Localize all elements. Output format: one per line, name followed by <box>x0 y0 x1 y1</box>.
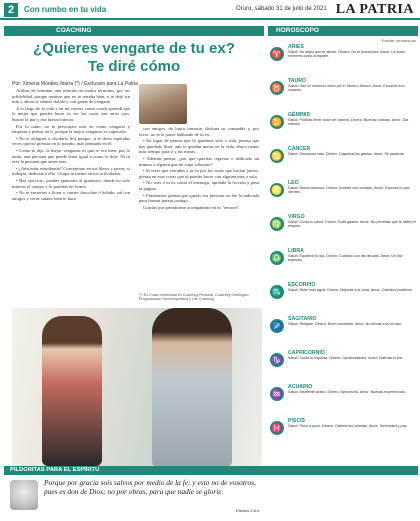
author-credit: (*) Es Coach certificada en Coaching Personal, Coaching Ontológico, Programación Neurolingüística y Life Coaching. <box>139 293 250 302</box>
page-header <box>0 0 420 20</box>
taurus-icon: ♉ <box>271 83 283 93</box>
cancer-icon: ♋ <box>271 151 283 161</box>
dove-icon <box>10 480 38 510</box>
article-headline: ¿Quieres vengarte de tu ex? Te diré cómo <box>33 40 235 75</box>
spirit-pills-section <box>4 466 418 518</box>
sign-acuario: ♒ ACUARIO Salud: Mantente activo. Dinero: Aprovecha. Amor: Nuevas experiencias. <box>271 384 406 399</box>
article-kicker: COACHING <box>4 26 264 36</box>
section-title: Con rumbo en tu vida <box>24 5 107 14</box>
article-body-col2: con amigos, ríe hasta cansarte, disfruta su compañía y, por favor, no te la pases hablando de tu ex. • En lugar de pensar que lo quedaste solo o sola, piensa que has quedado libre, aún te quedan metas en la vida, ahora tienes más tiempo para ti y tus metas. • Además piensa, ¿por qué querrías regresar o dedicarle un minuto a alguien que no supo valorarte? • Si crees que extrañas a tu ex por las cosas que hacían juntos, piensa en esas cosas que tú puedes hacer con alguien más o sola. • No veas a tu ex como el enemigo, aprende la lección y pasa la página. • Finalmente piensa que quizás esa persona no fue la indicada para formar pareja contigo. Gracias por permitirme acompañarte en tu "renacer". <box>139 126 259 210</box>
sign-libra: ♎ LIBRA Salud: Equilibra tu día. Dinero: Cuidado con las deudas. Amor: Un día especial. <box>271 248 403 263</box>
gemini-icon: ♊ <box>271 117 283 127</box>
sagittarius-icon: ♐ <box>271 321 283 331</box>
sign-geminis: ♊ GÉMINIS Salud: Podrías tener dolor de cabeza. Dinero: Buenas noticias. Amor: Día intenso. <box>271 112 409 127</box>
author-photo <box>139 84 187 124</box>
sign-sagitario: ♐ SAGITARIO Salud: Relájate. Dinero: Buen momento. Amor: No temas a la verdad. <box>271 316 402 331</box>
leo-icon: ♌ <box>271 185 283 195</box>
sign-piscis: ♓ PISCIS Salud: Poco a poco. Dinero: Ordena tus cuentas. Amor: Serenidad y paz. <box>271 418 408 433</box>
article-byline: Por: Ximena Morales Ibarra (*) / Exclusivo para La Patria <box>12 81 138 87</box>
scorpio-icon: ♏ <box>271 287 283 297</box>
woman-figure <box>42 316 102 466</box>
capricorn-icon: ♑ <box>271 355 283 365</box>
sign-cancer: ♋ CÁNCER Salud: Descansa más. Dinero: Organiza tus gastos. Amor: Sé paciente. <box>271 146 405 161</box>
page-number: 2 <box>4 3 18 17</box>
sign-capricornio: ♑ CAPRICORNIO Salud: Cuida tu espalda. Dinero: Oportunidades. Amor: Disfruta el día. <box>271 350 403 365</box>
pisces-icon: ♓ <box>271 423 283 433</box>
bible-citation: Efesios 2:8-9 <box>236 508 260 513</box>
article-body-col1: Acabas de terminar una relación en malos términos, por ser infidelidad, porque sentiste que no te trataba bien, o te dejó sin más y ahora te sientes dolida y con ganas de vengarte. A lo largo de la vida y en mi carrera como coach aprendí que lo mejor que puedes hacer es ver las cosas con otros ojos, buscar la paz y esa fuerza interior. Por lo tanto, no te preocupes más en cómo vengarte y empieza a pensar en ti, porque la mejor venganza es superarlo. • No te obligues a olvidarlo (lo) porque, si te dices repetidas veces que no piensas en tu pasado, más pensarás en él. • Como te dije, la mejor venganza es que te vea bien, por lo tanto, una persona que puede tener igual a como lo deje. Ni tú eres la persona que antes eras. • ¿Aún estás estudiando? Concéntrate en tus libros y tareas, si trabajas, dedícate a ello. Ocupa tu mente en tus actividades. • Has ejercicio, puedes apuntarte al gimnasio, donde no solo mueves el cuerpo y lo pondrás en forma. • No te encierres a llorar o comer chocolate o helado, sal con amigos y verás cuánto bien te hace. <box>12 88 130 201</box>
spirit-pills-header: PILDORITAS PARA EL ESPÍRITU <box>4 466 418 475</box>
sign-aries: ♈ ARIES Salud: No dejes que te afecte. Dinero: No te preocupes. Amor: Un buen momento para compartir. <box>271 44 406 59</box>
coaching-article <box>4 26 264 463</box>
couple-photo <box>12 308 262 466</box>
horoscope-source: Fuente: semana.es <box>381 38 416 43</box>
sign-tauro: ♉ TAURO Salud: Haz un esfuerzo extra por ti. Dinero: Ahorra. Amor: Escucha a tu corazón. <box>271 78 405 93</box>
issue-date: Oruro, sábado 31 de julio de 2021 <box>236 6 327 12</box>
sign-leo: ♌ LEO Salud: Busca armonía. Dinero: Invierte con cuidado. Amor: Expresa lo que sientes. <box>271 180 410 195</box>
virgo-icon: ♍ <box>271 219 283 229</box>
sign-virgo: ♍ VIRGO Salud: Cuida tu salud. Dinero: Evita gastos. Amor: No permitas que te falten el respeto. <box>271 214 416 229</box>
horoscope-header: HOROSCOPO <box>268 26 418 36</box>
man-figure <box>152 308 232 466</box>
newspaper-logo: LA PATRIA <box>335 2 414 17</box>
sign-escorpio: ♏ ESCORPIO Salud: Bebe más agua. Dinero: Mejoras a la vista. Amor: Cambios positivos. <box>271 282 413 297</box>
bible-quote: Porque por gracia sois salvos por medio de la fe; y esto no de vosotros, pues es don de Dios; no por obras, para que nadie se glorie. <box>44 478 256 497</box>
aries-icon: ♈ <box>271 49 283 59</box>
libra-icon: ♎ <box>271 253 283 263</box>
horoscope-panel <box>268 26 418 463</box>
aquarius-icon: ♒ <box>271 389 283 399</box>
